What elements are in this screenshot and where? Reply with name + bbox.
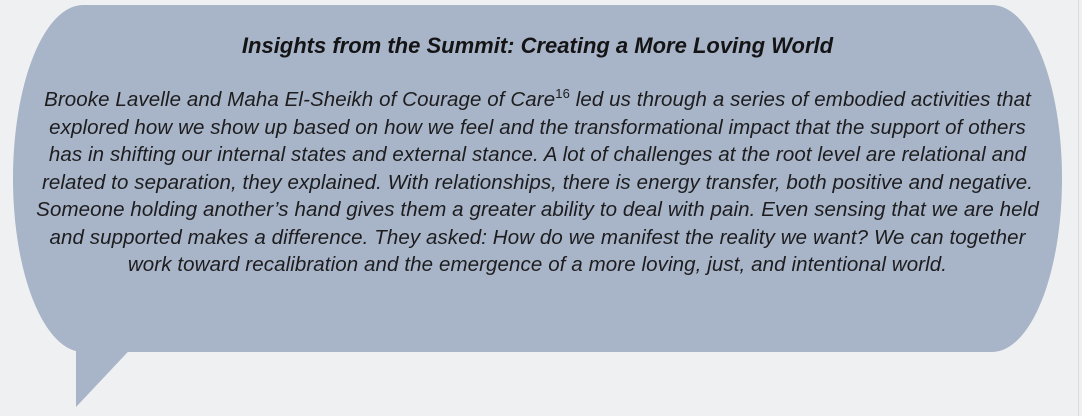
paragraph-text-after-footnote: led us through a series of embodied activities that explored how we show up based on how we feel and the transformational impact that the support of others has in shifting our internal states and external stance. A lot of challenges at the root level are relational and related to separation, they explained. With relationships, there is energy transfer, both positive and negative. Someone holding another’s hand gives them a greater ability to deal with pain. Even sensing that we are held and supported makes a difference. They asked: How do we manifest the reality we want? We can together work toward recalibration and the emergence of a more loving, just, and intentional world. xyxy=(36,88,1039,276)
paragraph-text-before-footnote: Brooke Lavelle and Maha El-Sheikh of Courage of Care xyxy=(44,88,556,111)
speech-bubble xyxy=(13,5,1062,352)
page-right-edge-line xyxy=(1078,0,1079,416)
bubble-paragraph xyxy=(33,86,1042,279)
bubble-title: Insights from the Summit: Creating a More Loving World xyxy=(241,33,834,58)
footnote-reference[interactable]: 16 xyxy=(555,86,570,102)
